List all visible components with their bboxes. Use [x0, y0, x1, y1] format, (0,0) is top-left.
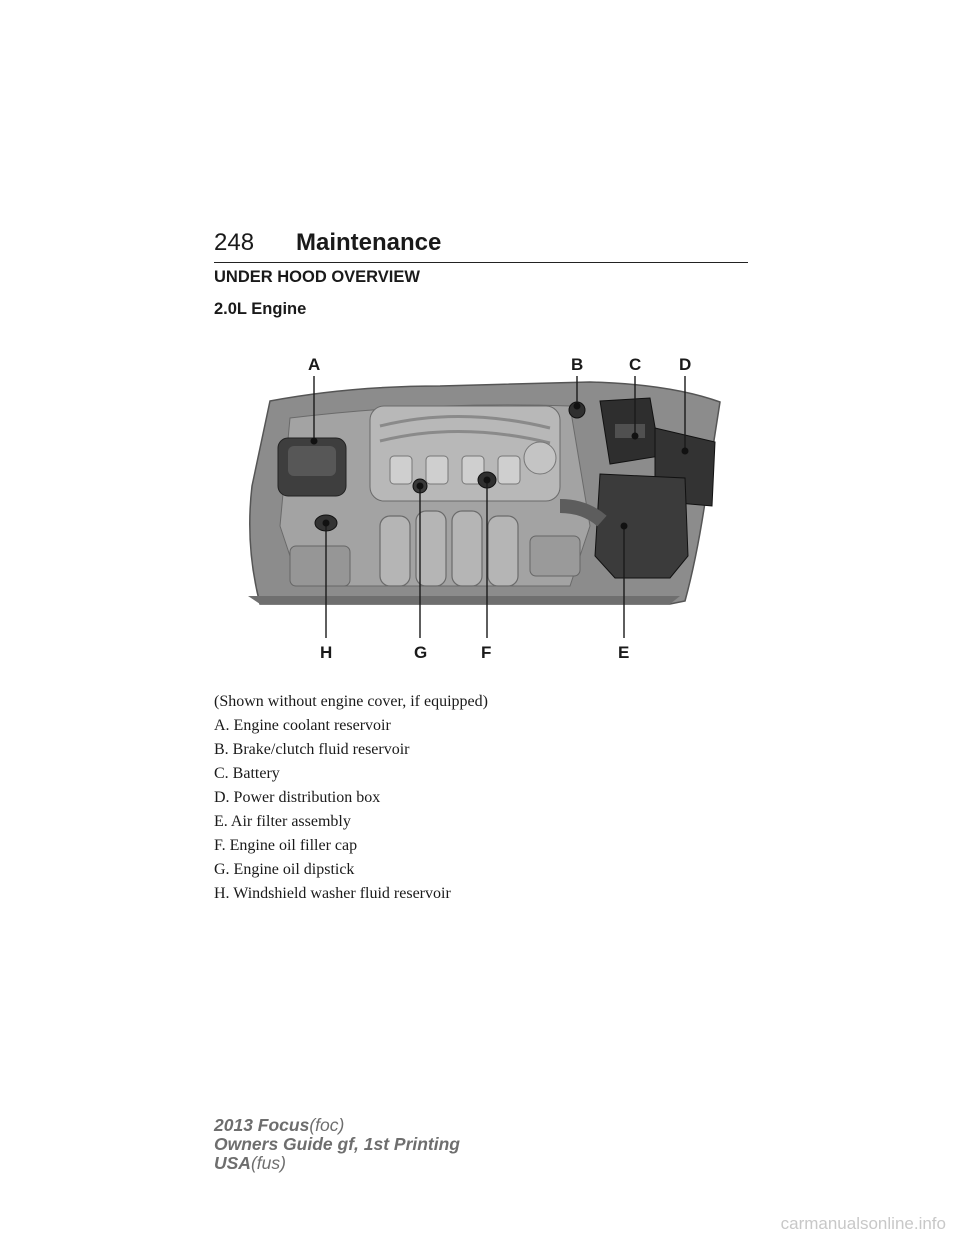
footer-market-code: (fus)	[250, 1153, 286, 1173]
section-title: UNDER HOOD OVERVIEW	[214, 268, 420, 286]
callout-f: F	[481, 643, 492, 662]
page-number: 248	[214, 229, 255, 256]
engine-bay-drawing	[230, 346, 740, 666]
legend-item: H. Windshield washer fluid reservoir	[214, 885, 451, 902]
page-footer	[214, 1116, 460, 1173]
watermark: carmanualsonline.info	[780, 1214, 946, 1233]
page-header	[214, 228, 748, 263]
callout-g: G	[414, 643, 428, 662]
legend-item: G. Engine oil dipstick	[214, 861, 355, 878]
chapter-title: Maintenance	[296, 229, 442, 256]
legend-item: D. Power distribution box	[214, 789, 381, 806]
footer-market: USA	[214, 1153, 251, 1173]
callout-d: D	[679, 355, 692, 374]
legend-item: A. Engine coolant reservoir	[214, 717, 391, 734]
callout-b: B	[571, 355, 584, 374]
footer-model-code: (foc)	[309, 1115, 345, 1135]
legend-item: E. Air filter assembly	[214, 813, 351, 830]
legend-item: F. Engine oil filler cap	[214, 837, 358, 854]
figure-caption: (Shown without engine cover, if equipped)	[214, 693, 488, 710]
callout-e: E	[618, 643, 630, 662]
air-filter-box	[595, 474, 688, 578]
callout-c: C	[629, 355, 642, 374]
callout-a: A	[308, 355, 321, 374]
footer-guide: Owners Guide gf, 1st Printing	[214, 1134, 460, 1154]
engine-bay-illustration	[230, 346, 740, 666]
footer-model: 2013 Focus	[214, 1115, 310, 1135]
subsection-title: 2.0L Engine	[214, 300, 307, 318]
legend-item: B. Brake/clutch fluid reservoir	[214, 741, 410, 758]
legend-item: C. Battery	[214, 765, 280, 782]
callout-h: H	[320, 643, 333, 662]
